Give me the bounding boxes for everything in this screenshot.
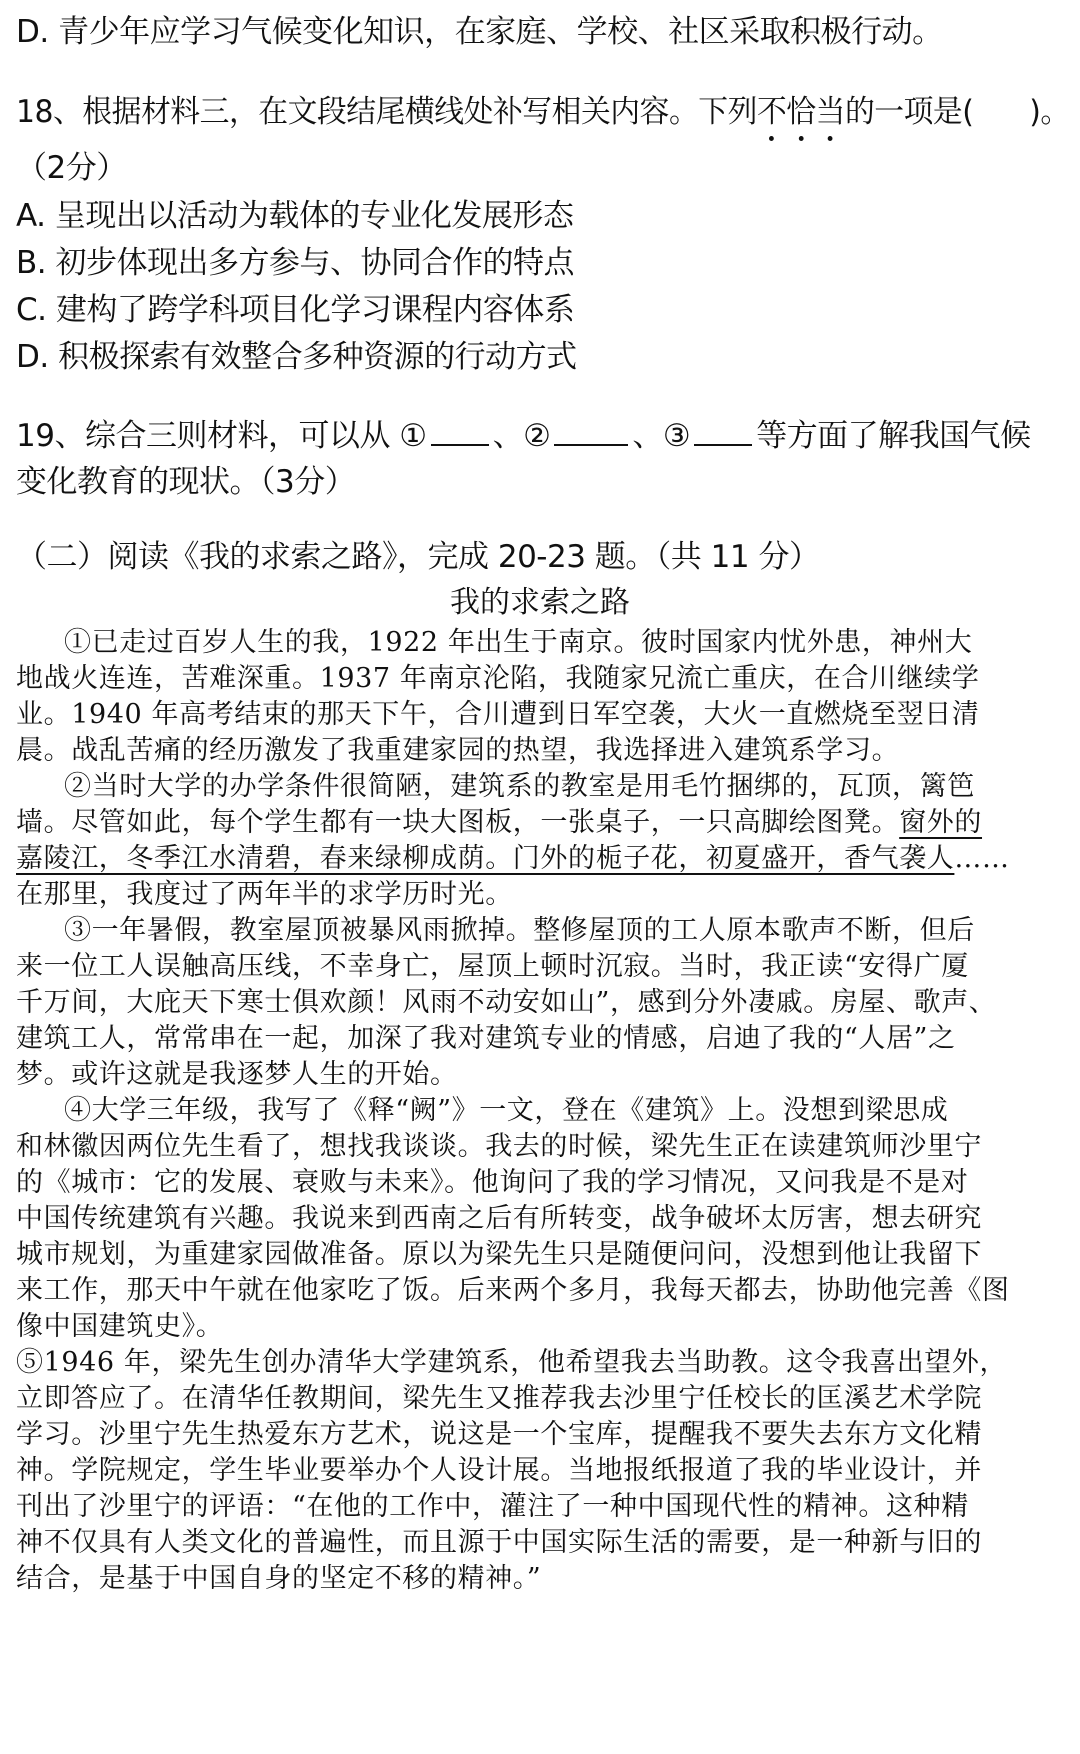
p4-line3: 的《城市：它的发展、衰败与未来》。他询问了我的学习情况，又问我是不是对 xyxy=(16,1167,969,1198)
p3-line3: 千万间，大庇天下寒士俱欢颜！风雨不动安如山”，感到分外凄戚。房屋、歌声、 xyxy=(16,987,997,1018)
q18-points: （2分） xyxy=(16,150,127,186)
p1-line3: 业。1940 年高考结束的那天下午，合川遭到日军空袭，大火一直燃烧至翌日清 xyxy=(16,699,980,730)
q17-option-d: D. 青少年应学习气候变化知识，在家庭、学校、社区采取积极行动。 xyxy=(16,14,943,50)
q19-line2: 变化教育的现状。（3分） xyxy=(16,464,356,500)
section2-heading: （二）阅读《我的求索之路》，完成 20-23 题。（共 11 分） xyxy=(16,539,820,575)
p2-line4: 在那里，我度过了两年半的求学历时光。 xyxy=(16,879,513,910)
p5-line1: ⑤1946 年，梁先生创办清华大学建筑系，他希望我去当助教。这令我喜出望外， xyxy=(16,1347,1008,1378)
q18-stem-close: )。 xyxy=(1029,94,1070,130)
p4-line2: 和林徽因两位先生看了，想找我谈谈。我去的时候，梁先生正在读建筑师沙里宁 xyxy=(16,1131,982,1162)
p5-line3: 学习。沙里宁先生热爱东方艺术，说这是一个宝库，提醒我不要失去东方文化精 xyxy=(16,1419,982,1450)
p4-line6: 来工作，那天中午就在他家吃了饭。后来两个多月，我每天都去，协助他完善《图 xyxy=(16,1275,1010,1306)
q19-part2: 、② xyxy=(492,418,551,454)
q19-blank-1[interactable] xyxy=(431,418,489,446)
p3-line5: 梦。或许这就是我逐梦人生的开始。 xyxy=(16,1059,458,1090)
q18-option-b: B. 初步体现出多方参与、协同合作的特点 xyxy=(16,245,574,281)
q18-emphasis-1: 不 xyxy=(757,86,786,131)
q19-part3: 、③ xyxy=(632,418,691,454)
p2-ellipsis: …… xyxy=(954,843,1010,874)
p3-line2: 来一位工人误触高压线，不幸身亡，屋顶上顿时沉寂。当时，我正读“安得广厦 xyxy=(16,951,969,982)
q19-stem xyxy=(16,410,1031,455)
q18-emphasis-2: 恰 xyxy=(786,86,815,131)
q19-part4: 等方面了解我国气候 xyxy=(756,418,1031,454)
p4-line4: 中国传统建筑有兴趣。我说来到西南之后有所转变，战争破坏太厉害，想去研究 xyxy=(16,1203,982,1234)
p5-line5: 刊出了沙里宁的评语：“在他的工作中，灌注了一种中国现代性的精神。这种精 xyxy=(16,1491,969,1522)
p2-underlined-1: 窗外的 xyxy=(899,807,983,838)
q18-option-d: D. 积极探索有效整合多种资源的行动方式 xyxy=(16,339,577,375)
p1-line2: 地战火连连，苦难深重。1937 年南京沦陷，我随家兄流亡重庆，在合川继续学 xyxy=(16,663,980,694)
p1-line1: ①已走过百岁人生的我，1922 年出生于南京。彼时国家内忧外患，神州大 xyxy=(64,627,973,658)
q19-part1: 19、综合三则材料，可以从 ① xyxy=(16,418,427,454)
q18-stem-after: 的一项是( xyxy=(844,94,974,130)
q18-option-a: A. 呈现出以活动为载体的专业化发展形态 xyxy=(16,198,574,234)
q18-emphasis-3: 当 xyxy=(816,86,845,131)
q19-blank-2[interactable] xyxy=(554,418,628,446)
p4-line5: 城市规划，为重建家园做准备。原以为梁先生只是随便问问，没想到他让我留下 xyxy=(16,1239,982,1270)
p2-line3 xyxy=(16,836,1010,875)
p5-line6: 神不仅具有人类文化的普遍性，而且源于中国实际生活的需要，是一种新与旧的 xyxy=(16,1527,982,1558)
p2-underlined-2: 嘉陵江，冬季江水清碧，春来绿柳成荫。门外的栀子花，初夏盛开，香气袭人 xyxy=(16,843,955,874)
p4-line7: 像中国建筑史》。 xyxy=(16,1311,224,1342)
q18-stem xyxy=(16,86,1070,131)
p4-line1: ④大学三年级，我写了《释“阙”》一文，登在《建筑》上。没想到梁思成 xyxy=(64,1095,949,1126)
p5-line2: 立即答应了。在清华任教期间，梁先生又推荐我去沙里宁任校长的匡溪艺术学院 xyxy=(16,1383,982,1414)
q18-stem-before: 18、根据材料三，在文段结尾横线处补写相关内容。下列 xyxy=(16,94,757,130)
q18-option-c: C. 建构了跨学科项目化学习课程内容体系 xyxy=(16,292,575,328)
p5-line4: 神。学院规定，学生毕业要举办个人设计展。当地报纸报道了我的毕业设计，并 xyxy=(16,1455,982,1486)
article-title: 我的求索之路 xyxy=(450,585,630,620)
p5-line7: 结合，是基于中国自身的坚定不移的精神。” xyxy=(16,1563,542,1594)
q19-blank-3[interactable] xyxy=(694,418,752,446)
p2-line2 xyxy=(16,800,982,839)
p1-line4: 晨。战乱苦痛的经历激发了我重建家园的热望，我选择进入建筑系学习。 xyxy=(16,735,900,766)
p3-line1: ③一年暑假，教室屋顶被暴风雨掀掉。整修屋顶的工人原本歌声不断，但后 xyxy=(64,915,975,946)
p3-line4: 建筑工人，常常串在一起，加深了我对建筑专业的情感，启迪了我的“人居”之 xyxy=(16,1023,956,1054)
p2-line2-text: 墙。尽管如此，每个学生都有一块大图板，一张桌子，一只高脚绘图凳。 xyxy=(16,807,900,838)
p2-line1: ②当时大学的办学条件很简陋，建筑系的教室是用毛竹捆绑的，瓦顶，篱笆 xyxy=(64,771,975,802)
